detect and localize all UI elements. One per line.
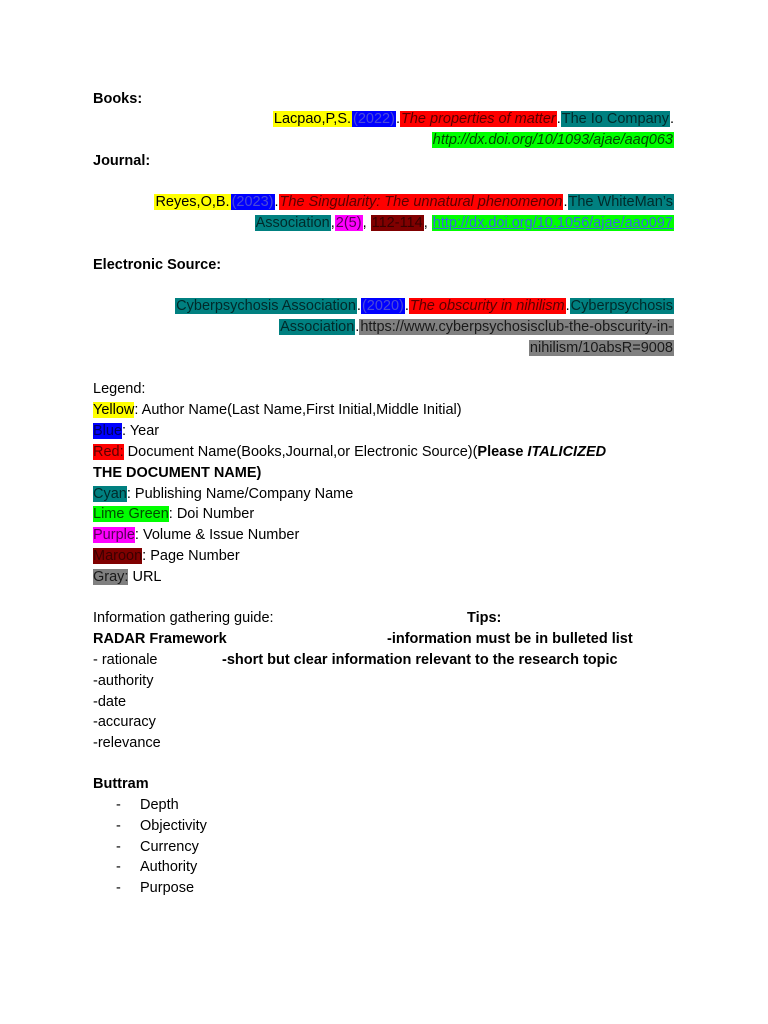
legend-lime-desc: : Doi Number	[168, 506, 255, 522]
legend-gray-key: Gray:	[93, 569, 129, 585]
legend-purple-desc: : Volume & Issue Number	[134, 527, 300, 543]
legend-red-desc: Document Name(Books,Journal,or Electronic Source)(	[123, 444, 478, 460]
electronic-title: The obscurity in nihilism	[409, 298, 565, 314]
list-item: - Objectivity	[116, 817, 207, 834]
journal-heading: Journal:	[93, 153, 151, 169]
journal-volume: 2(5)	[335, 215, 362, 231]
books-year: (2022)	[353, 111, 395, 127]
electronic-publisher-part2: Association	[280, 319, 355, 335]
legend-yellow-desc: : Author Name(Last Name,First Initial,Middle Initial)	[134, 402, 462, 418]
legend-gray-desc: URL	[128, 569, 162, 585]
legend-maroon-key: Maroon	[93, 548, 143, 564]
legend-red-please: Please	[477, 444, 528, 460]
radar-item-rationale: - rationale	[93, 652, 158, 668]
legend-red	[93, 442, 606, 462]
electronic-year: (2020)	[361, 298, 404, 314]
guide-heading: Information gathering guide:	[93, 610, 274, 626]
legend-cyan	[93, 484, 353, 504]
journal-publisher-part2: Association	[255, 215, 330, 231]
electronic-author: Cyberpsychosis Association	[176, 298, 356, 314]
buttram-heading: Buttram	[93, 776, 149, 792]
legend-purple	[93, 525, 299, 545]
radar-framework: RADAR Framework	[93, 631, 227, 647]
legend-maroon	[93, 546, 240, 566]
radar-item-authority: -authority	[93, 673, 154, 689]
journal-citation-line2: Association,2(5), 112-114, http://dx.doi.org/10.1056/ajae/aao097	[255, 215, 673, 231]
electronic-citation-line2: Association.https://www.cyberpsychosisclub-the-obscurity-in-	[280, 319, 673, 335]
journal-title: The Singularity: The unnatural phenomenon	[279, 194, 563, 210]
electronic-heading: Electronic Source:	[93, 257, 222, 273]
legend-lime-key: Lime Green	[93, 506, 169, 522]
electronic-url-part2[interactable]: nihilism/10absR=9008	[529, 340, 673, 356]
list-item: - Purpose	[116, 880, 195, 897]
radar-item-date: -date	[93, 694, 127, 710]
books-citation-line2	[432, 130, 674, 150]
legend-red-italic: ITALICIZED	[527, 444, 607, 460]
list-item: - Depth	[116, 797, 179, 813]
books-citation-line1: Lacpao,P,S. (2022).The properties of matter.The Io Company.	[273, 111, 674, 127]
radar-item-accuracy: -accuracy	[93, 714, 156, 730]
legend-cyan-desc: : Publishing Name/Company Name	[126, 486, 354, 502]
legend-lime-green	[93, 504, 254, 524]
legend-yellow-key: Yellow	[93, 402, 135, 418]
radar-item-relevance: -relevance	[93, 735, 161, 751]
legend-blue-desc: : Year	[122, 423, 160, 439]
legend-blue-key: Blue	[93, 423, 123, 439]
list-item: - Authority	[116, 859, 198, 876]
tip-2: -short but clear information relevant to the research topic	[222, 652, 618, 668]
electronic-citation-line1: Cyberpsychosis Association.(2020).The obscurity in nihilism.Cyberpsychosis	[176, 298, 673, 314]
journal-year: (2023)	[231, 194, 274, 210]
books-title: The properties of matter	[400, 111, 556, 127]
buttram-list	[116, 795, 207, 899]
tips-heading: Tips:	[467, 610, 502, 626]
tip-1: -information must be in bulleted list	[387, 631, 633, 647]
electronic-citation-line3	[529, 338, 674, 358]
journal-publisher-part1: The WhiteMan’s	[568, 194, 673, 210]
journal-citation-line1: Reyes,O,B. (2023).The Singularity: The unnatural phenomenon.The WhiteMan’s	[155, 194, 673, 210]
legend-heading: Legend:	[93, 381, 146, 397]
legend-purple-key: Purple	[93, 527, 135, 543]
books-heading: Books:	[93, 91, 143, 107]
list-item: - Currency	[116, 838, 199, 855]
legend-gray	[93, 567, 162, 587]
books-publisher: The Io Company	[561, 111, 669, 127]
legend-maroon-desc: : Page Number	[142, 548, 240, 564]
legend-yellow	[93, 400, 462, 420]
legend-red-key: Red:	[93, 444, 124, 460]
legend-cyan-key: Cyan	[93, 486, 127, 502]
journal-author: Reyes,O,B.	[155, 194, 230, 210]
electronic-url-part1[interactable]: https://www.cyberpsychosisclub-the-obscurity-in-	[360, 319, 673, 335]
legend-blue	[93, 421, 159, 441]
books-author: Lacpao,P,S.	[273, 111, 352, 127]
books-doi[interactable]: http://dx.doi.org/10/1093/ajae/aaq063	[432, 132, 673, 148]
journal-doi[interactable]: http://dx.doi.org/10.1056/ajae/aao097	[432, 215, 673, 231]
electronic-publisher-part1: Cyberpsychosis	[570, 298, 673, 314]
journal-pages: 112-114	[371, 215, 423, 231]
legend-red-line2: THE DOCUMENT NAME)	[93, 465, 262, 481]
